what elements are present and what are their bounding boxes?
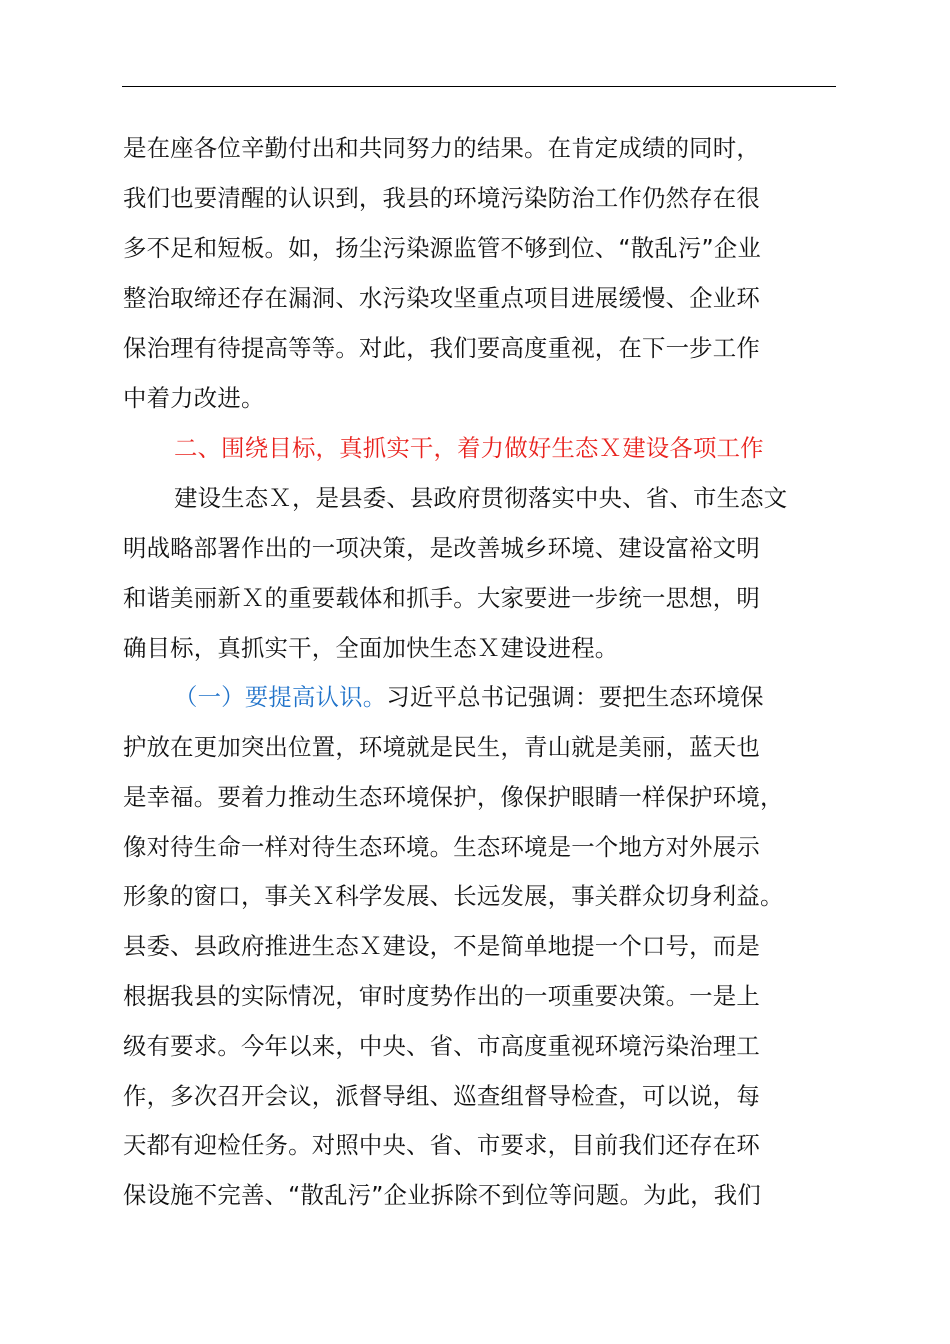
paragraph3-line-8: 级有要求。今年以来，中央、省、市高度重视环境污染治理工 <box>123 1032 760 1060</box>
paragraph2-line-2: 明战略部署作出的一项决策，是改善城乡环境、建设富裕文明 <box>123 534 760 562</box>
section-heading-2: 二、围绕目标，真抓实干，着力做好生态Ｘ建设各项工作 <box>174 434 764 462</box>
paragraph3-line-9: 作，多次召开会议，派督导组、巡查组督导检查，可以说，每 <box>123 1082 760 1110</box>
paragraph2-line-4: 确目标，真抓实干，全面加快生态Ｘ建设进程。 <box>123 634 619 662</box>
paragraph3-line-6: 县委、县政府推进生态Ｘ建设，不是简单地提一个口号，而是 <box>123 932 760 960</box>
paragraph3-line-2: 护放在更加突出位置，环境就是民生，青山就是美丽，蓝天也 <box>123 733 760 761</box>
paragraph2-line-3: 和谐美丽新Ｘ的重要载体和抓手。大家要进一步统一思想，明 <box>123 584 760 612</box>
paragraph1-line-6: 中着力改进。 <box>123 384 265 412</box>
subheading-1: （一）要提高认识。 <box>174 683 387 711</box>
paragraph3-first-line-text: 习近平总书记强调：要把生态环境保 <box>386 683 764 711</box>
header-rule <box>122 86 836 87</box>
paragraph3-line-4: 像对待生命一样对待生态环境。生态环境是一个地方对外展示 <box>123 833 760 861</box>
paragraph3-line-11: 保设施不完善、“散乱污”企业拆除不到位等问题。为此，我们 <box>123 1181 761 1209</box>
paragraph1-line-2: 我们也要清醒的认识到，我县的环境污染防治工作仍然存在很 <box>123 184 760 212</box>
paragraph2-line-1: 建设生态Ｘ，是县委、县政府贯彻落实中央、省、市生态文 <box>174 484 788 512</box>
paragraph3-line-7: 根据我县的实际情况，审时度势作出的一项重要决策。一是上 <box>123 982 760 1010</box>
paragraph3-line-3: 是幸福。要着力推动生态环境保护，像保护眼睛一样保护环境， <box>123 783 784 811</box>
paragraph3-line-10: 天都有迎检任务。对照中央、省、市要求，目前我们还存在环 <box>123 1131 760 1159</box>
paragraph1-line-3: 多不足和短板。如，扬尘污染源监管不够到位、“散乱污”企业 <box>123 234 761 262</box>
paragraph1-line-5: 保治理有待提高等等。对此，我们要高度重视，在下一步工作 <box>123 334 760 362</box>
paragraph1-line-4: 整治取缔还存在漏洞、水污染攻坚重点项目进展缓慢、企业环 <box>123 284 760 312</box>
paragraph3-line-1 <box>174 677 764 717</box>
paragraph3-line-5: 形象的窗口，事关Ｘ科学发展、长远发展，事关群众切身利益。 <box>123 882 784 910</box>
paragraph1-line-1: 是在座各位辛勤付出和共同努力的结果。在肯定成绩的同时， <box>123 134 760 162</box>
